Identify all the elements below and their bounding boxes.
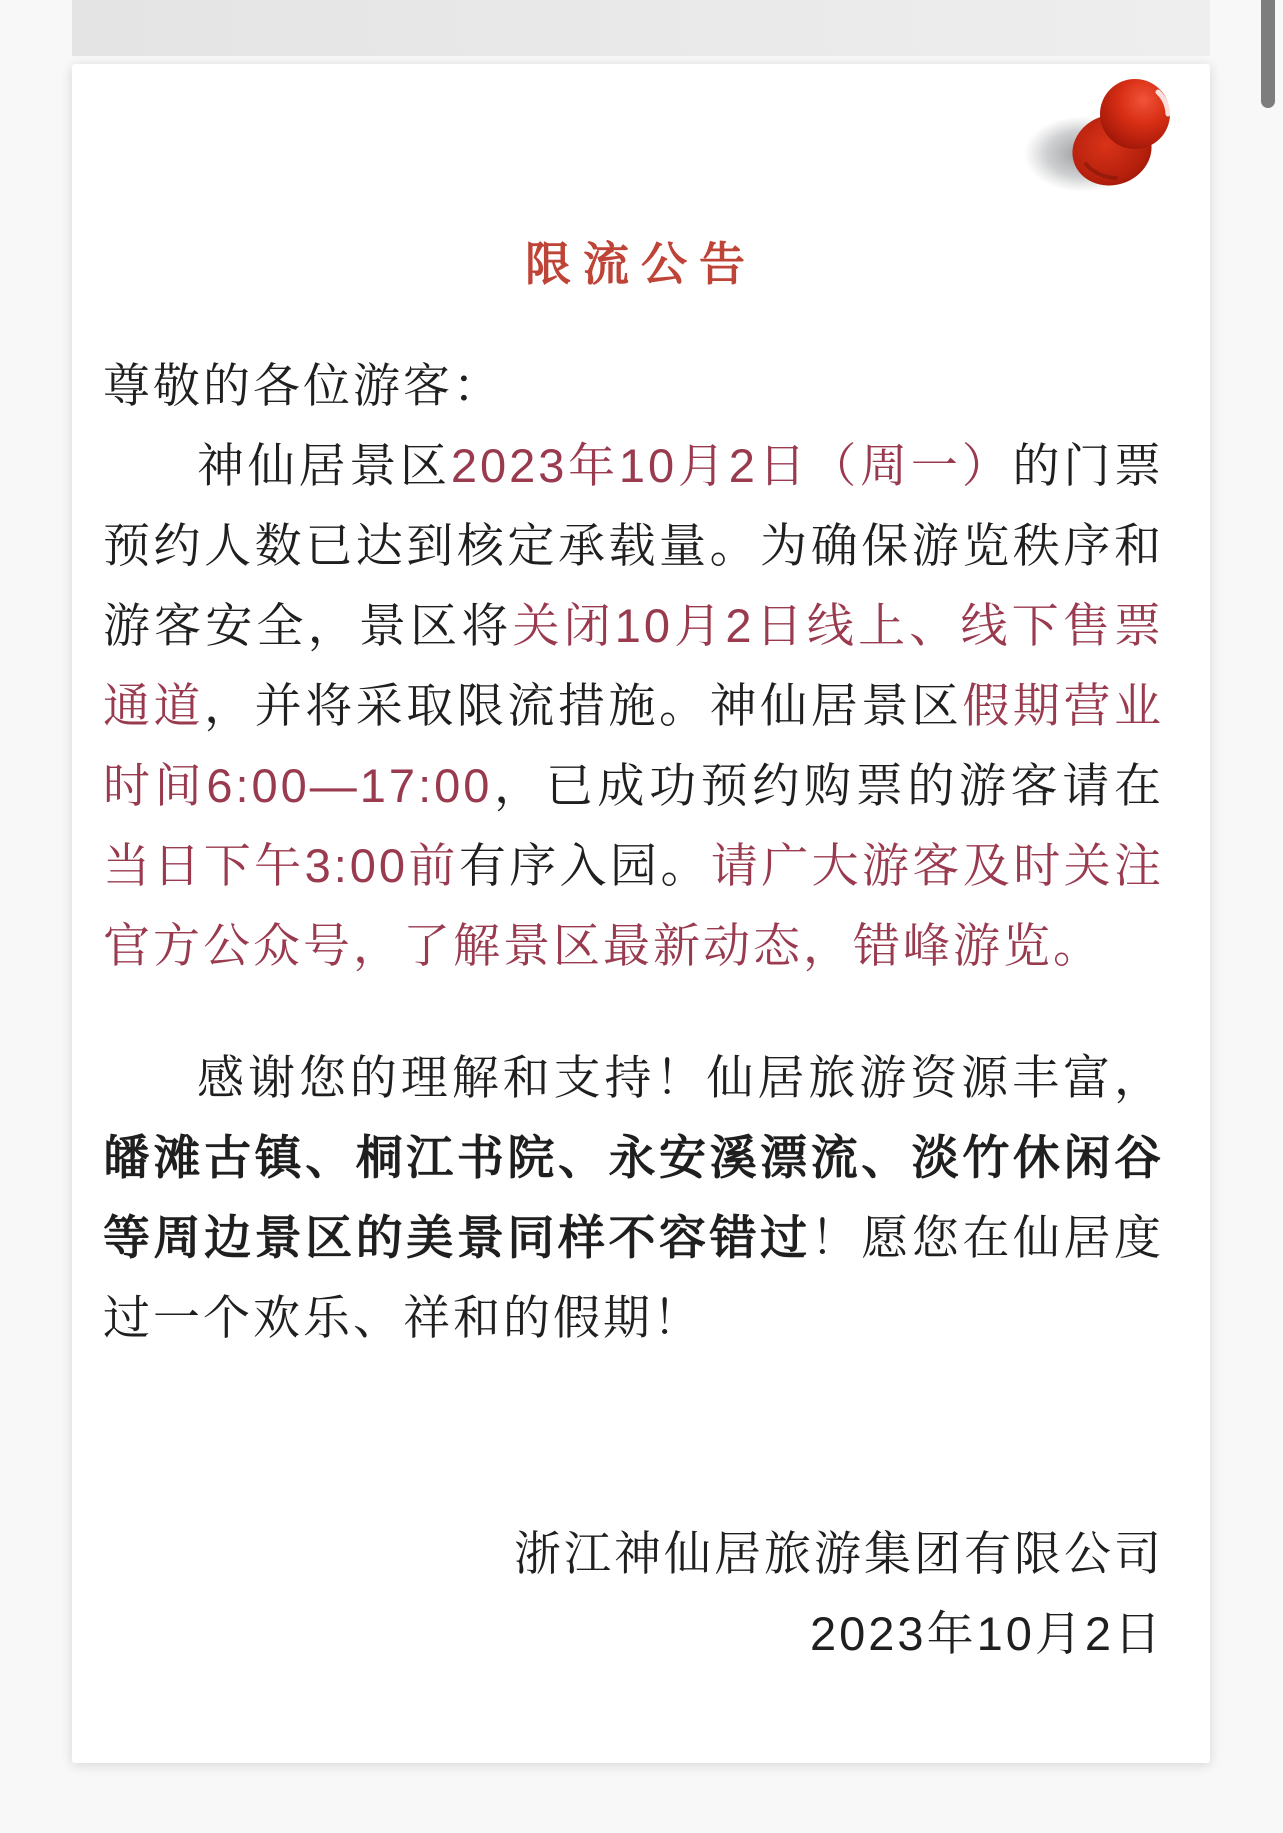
text-segment: ！愿您在仙居度过一个欢乐、祥和的假期！ — [103, 1211, 1165, 1344]
signature-company: 浙江神仙居旅游集团有限公司 — [514, 1527, 1164, 1580]
text-segment: 假期营业时间6:00—17:00 — [103, 679, 1165, 812]
salutation: 尊敬的各位游客： — [103, 359, 503, 412]
notice-paragraph — [103, 426, 1164, 986]
notice-body — [103, 346, 1164, 1674]
pushpin-icon — [1020, 72, 1200, 202]
text-segment: 当日下午3:00前 — [103, 839, 459, 892]
text-segment: 神仙居景区 — [197, 439, 451, 492]
notice-card — [72, 64, 1210, 1763]
text-segment: 请广大游客及时关注官方公众号，了解景区最新动态，错峰游览。 — [103, 839, 1165, 972]
text-segment: 有序入园。 — [458, 839, 711, 892]
text-segment: 的门票预约人数已达到核定承载量。为确保游览秩序和游客安全，景区将 — [103, 439, 1164, 652]
text-segment: 关闭10月2日线上、线下售票通道 — [103, 599, 1165, 732]
notice-title: 限流公告 — [525, 238, 757, 290]
text-segment: ，已成功预约购票的游客请在 — [492, 759, 1165, 812]
scrollbar-thumb[interactable] — [1261, 0, 1275, 108]
text-segment: ，并将采取限流措施。神仙居景区 — [204, 679, 963, 732]
signature-block — [103, 1514, 1164, 1674]
text-segment: 感谢您的理解和支持！仙居旅游资源丰富， — [197, 1051, 1164, 1104]
top-strip — [72, 0, 1210, 56]
signature-date: 2023年10月2日 — [810, 1607, 1164, 1660]
notice-paragraph — [103, 1038, 1164, 1358]
text-segment: 皤滩古镇、桐江书院、永安溪漂流、淡竹休闲谷等周边景区的美景同样不容错过 — [103, 1131, 1164, 1264]
text-segment: 2023年10月2日（周一） — [450, 439, 1013, 492]
